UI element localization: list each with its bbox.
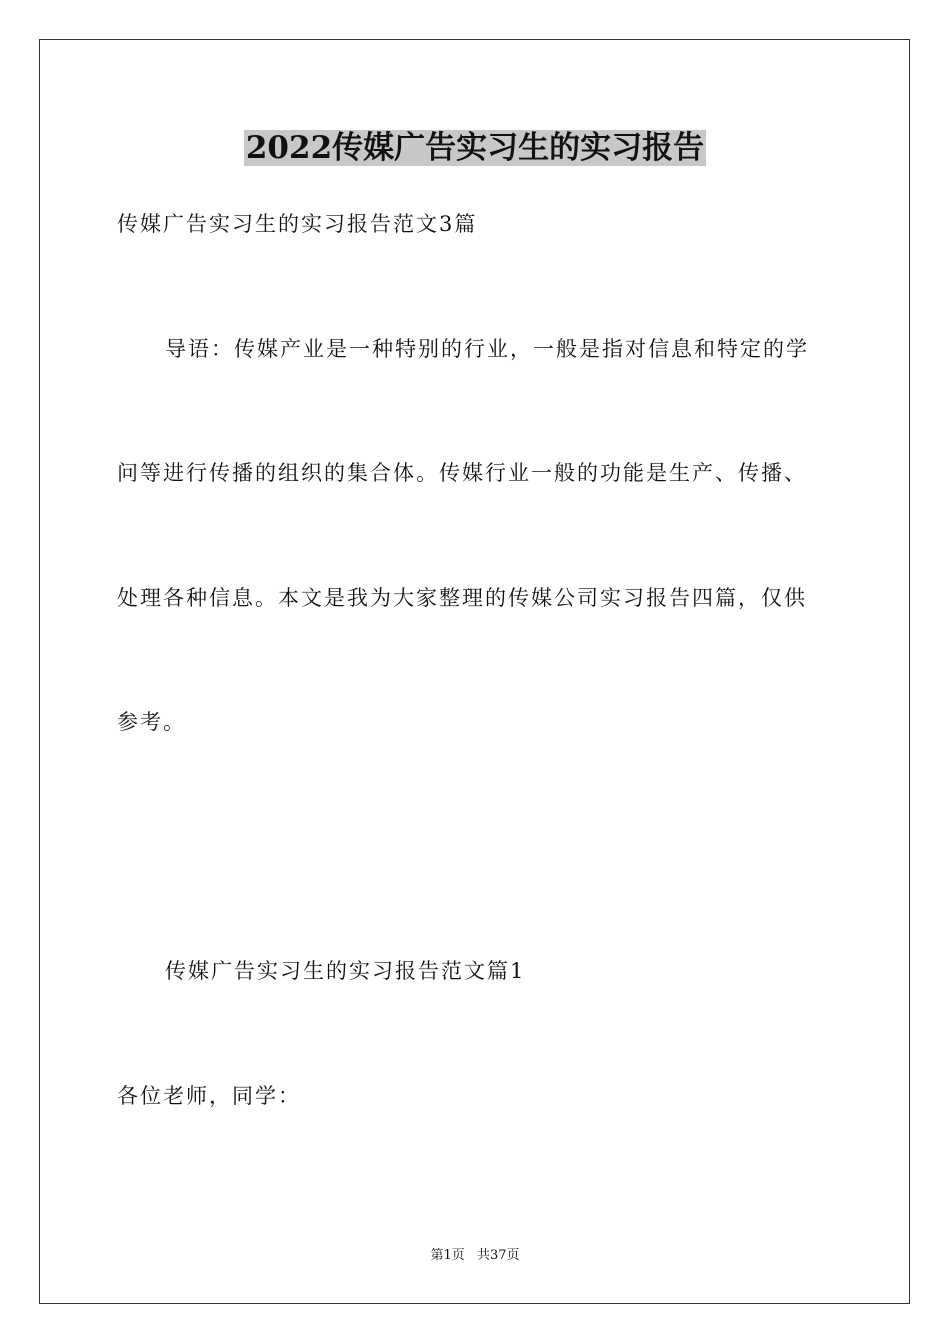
document-subtitle: 传媒广告实习生的实习报告范文3篇 <box>117 212 478 236</box>
section-heading: 传媒广告实习生的实习报告范文篇1 <box>165 959 526 983</box>
intro-line-1: 导语：传媒产业是一种特别的行业，一般是指对信息和特定的学 <box>165 337 809 361</box>
document-title-text: 2022传媒广告实习生的实习报告 <box>245 130 705 166</box>
intro-line-3: 处理各种信息。本文是我为大家整理的传媒公司实习报告四篇，仅供 <box>117 586 807 610</box>
salutation: 各位老师，同学： <box>117 1084 301 1108</box>
page-footer <box>0 1247 950 1265</box>
intro-line-4: 参考。 <box>117 710 186 734</box>
page-current: 第1页 <box>430 1248 465 1263</box>
document-title <box>0 127 950 169</box>
page-total: 共37页 <box>476 1248 520 1263</box>
intro-line-2: 问等进行传播的组织的集合体。传媒行业一般的功能是生产、传播、 <box>117 461 807 485</box>
